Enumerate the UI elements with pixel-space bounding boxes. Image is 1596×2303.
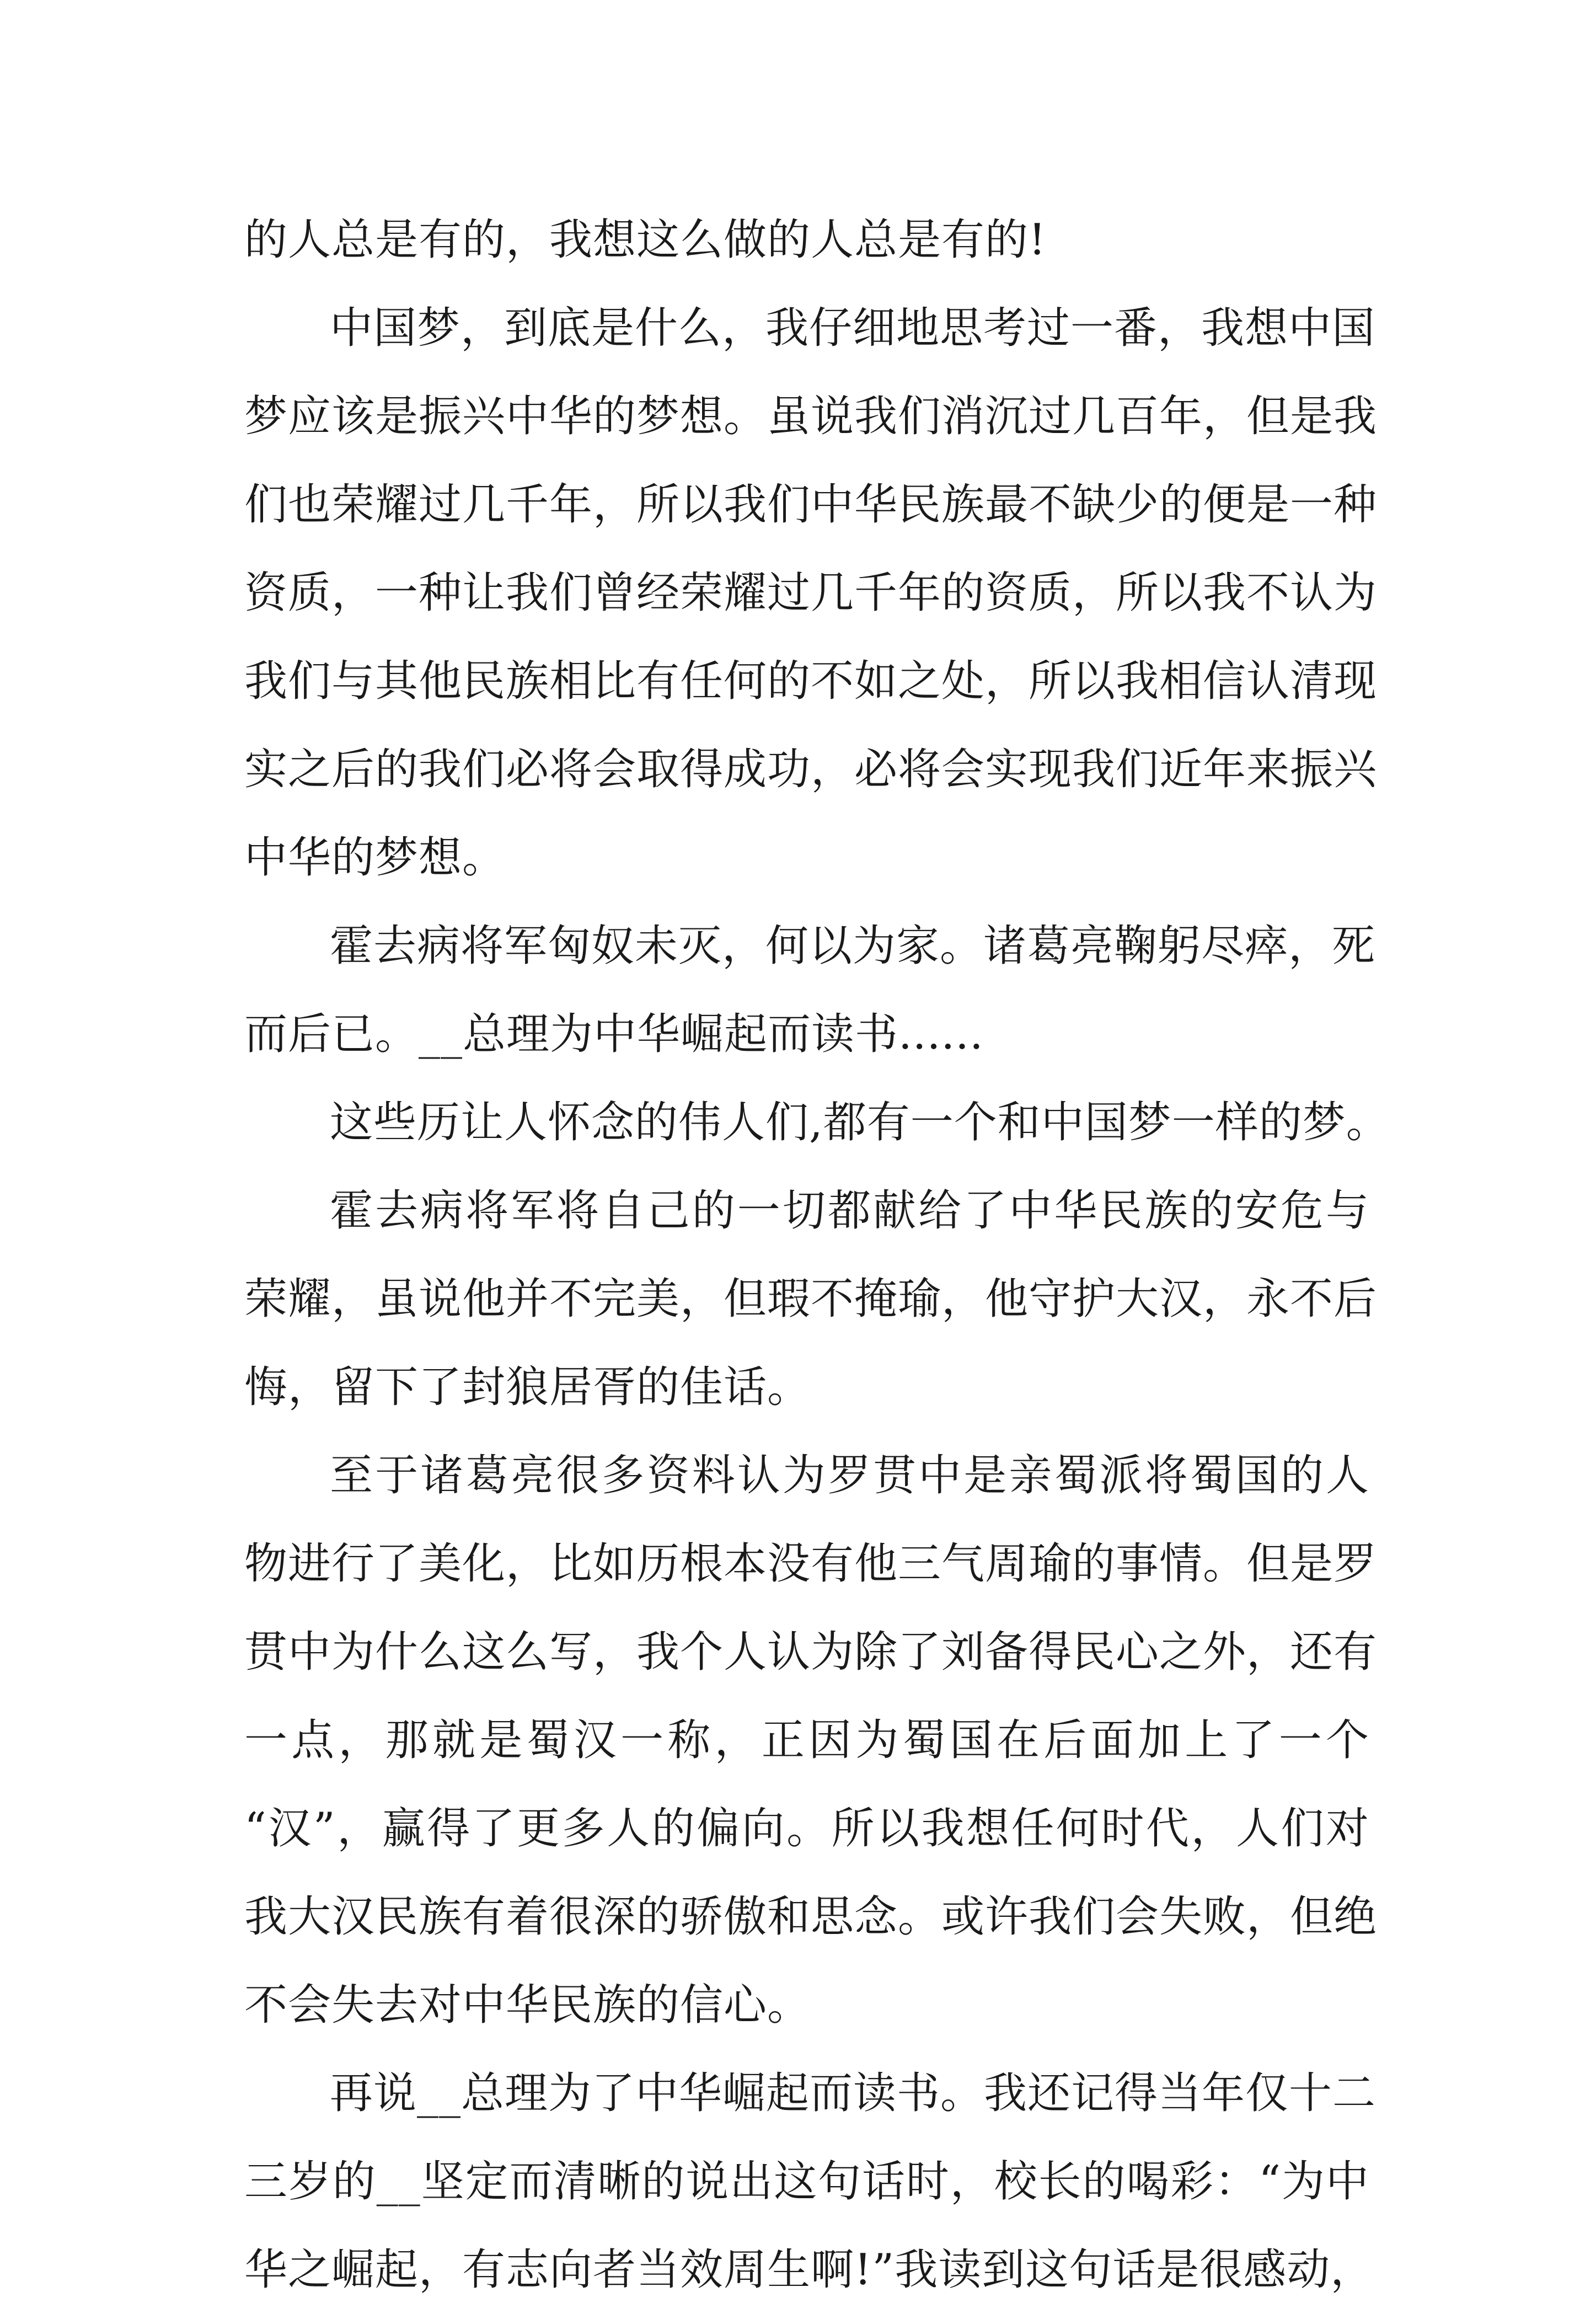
text-line: 三岁的__坚定而清晰的说出这句话时，校长的喝彩：“为中 xyxy=(244,2157,1369,2206)
text-line: 的人总是有的，我想这么做的人总是有的! xyxy=(244,215,1047,265)
text-line: 中国梦，到底是什么，我仔细地思考过一番，我想中国 xyxy=(330,303,1376,353)
text-line: 中华的梦想。 xyxy=(244,833,506,883)
text-line: 梦应该是振兴中华的梦想。虽说我们消沉过几百年，但是我 xyxy=(244,392,1378,441)
text-line: 物进行了美化，比如历根本没有他三气周瑜的事情。但是罗 xyxy=(244,1539,1378,1589)
text-line: 实之后的我们必将会取得成功，必将会实现我们近年来振兴 xyxy=(244,745,1378,794)
text-line: 再说__总理为了中华崛起而读书。我还记得当年仅十二 xyxy=(330,2069,1377,2118)
text-line: 霍去病将军匈奴未灭，何以为家。诸葛亮鞠躬尽瘁，死 xyxy=(330,921,1376,971)
text-line: 悔，留下了封狼居胥的佳话。 xyxy=(244,1362,811,1412)
text-line: 华之崛起，有志向者当效周生啊!”我读到这句话是很感动， xyxy=(244,2245,1374,2295)
text-line: 一点，那就是蜀汉一称，正因为蜀国在后面加上了一个 xyxy=(244,1716,1369,1765)
text-line: 至于诸葛亮很多资料认为罗贯中是亲蜀派将蜀国的人 xyxy=(330,1451,1369,1500)
text-line: 不会失去对中华民族的信心。 xyxy=(244,1980,811,2030)
text-line: 这些历让人怀念的伟人们,都有一个和中国梦一样的梦。 xyxy=(330,1098,1390,1147)
text-line: 荣耀，虽说他并不完美，但瑕不掩瑜，他守护大汉，永不后 xyxy=(244,1274,1378,1324)
text-line: 霍去病将军将自己的一切都献给了中华民族的安危与 xyxy=(330,1186,1369,1236)
text-line: “汉”，赢得了更多人的偏向。所以我想任何时代，人们对 xyxy=(244,1804,1369,1853)
text-line: 而后已。__总理为中华崛起而读书...... xyxy=(244,1009,984,1059)
text-line: 我们与其他民族相比有任何的不如之处，所以我相信认清现 xyxy=(244,656,1378,706)
text-line: 我大汉民族有着很深的骄傲和思念。或许我们会失败，但绝 xyxy=(244,1892,1378,1942)
text-line: 们也荣耀过几千年，所以我们中华民族最不缺少的便是一种 xyxy=(244,480,1378,530)
text-line: 资质，一种让我们曾经荣耀过几千年的资质，所以我不认为 xyxy=(244,568,1378,618)
text-line: 贯中为什么这么写，我个人认为除了刘备得民心之外，还有 xyxy=(244,1627,1378,1677)
